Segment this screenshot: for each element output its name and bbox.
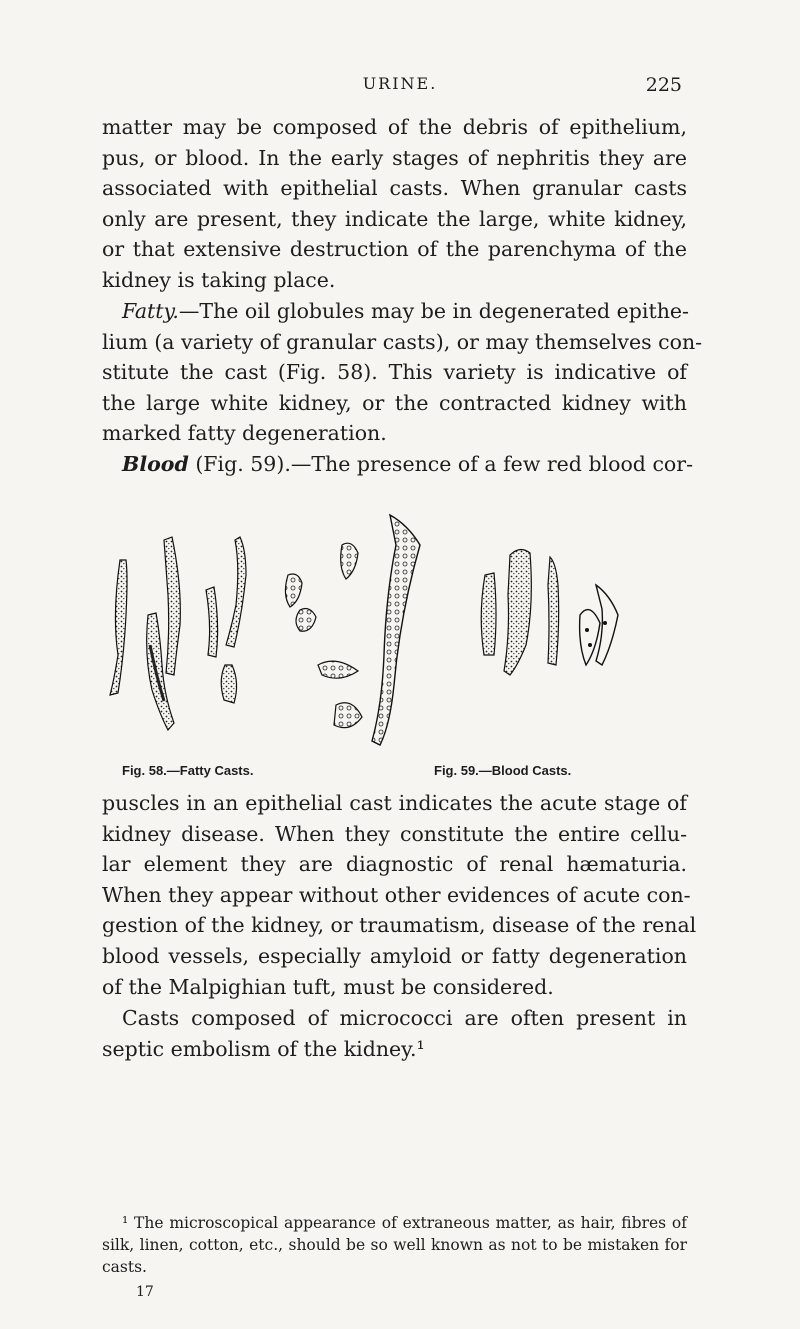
text-line: marked fatty degeneration. bbox=[102, 421, 387, 446]
text-line: Blood (Fig. 59).—The presence of a few red blood cor- bbox=[122, 452, 693, 476]
section-lead-blood: Blood bbox=[122, 452, 189, 476]
running-head: URINE. bbox=[362, 74, 438, 93]
fatty-cast-1 bbox=[110, 560, 127, 695]
text-line: septic embolism of the kidney.¹ bbox=[102, 1036, 425, 1061]
text-line: blood vessels, especially amyloid or fatty degeneration bbox=[102, 943, 687, 968]
text-line: pus, or blood. In the early stages of nephritis they are bbox=[102, 145, 687, 170]
page-number: 225 bbox=[645, 74, 682, 96]
text-line: When they appear without other evidences of acute con- bbox=[102, 882, 691, 907]
text-line: lar element they are diagnostic of renal hæmaturia. bbox=[102, 852, 687, 877]
text-line: lium (a variety of granular casts), or may themselves con- bbox=[102, 329, 703, 354]
paragraph-granular-casts bbox=[102, 112, 687, 296]
text-line: associated with epithelial casts. When granular casts bbox=[102, 176, 687, 201]
cast-illustrations bbox=[90, 505, 710, 760]
text-line: Fatty.—The oil globules may be in degenerated epithe- bbox=[122, 299, 689, 323]
blood-cast-3 bbox=[548, 557, 559, 665]
text-line: gestion of the kidney, or traumatism, disease of the renal bbox=[102, 913, 697, 938]
blood-cast-2 bbox=[504, 549, 531, 675]
fig59-caption: Fig. 59.—Blood Casts. bbox=[434, 763, 572, 778]
signature-mark: 17 bbox=[136, 1284, 154, 1300]
paragraph-blood-casts-start bbox=[102, 449, 693, 480]
text-line: kidney disease. When they constitute the entire cellu- bbox=[102, 821, 687, 846]
text-line: kidney is taking place. bbox=[102, 267, 336, 292]
fatty-cast-4 bbox=[206, 537, 246, 703]
paragraph-fatty-casts bbox=[102, 296, 703, 449]
blood-cast-1 bbox=[481, 573, 496, 655]
text-line: of the Malpighian tuft, must be considered. bbox=[102, 974, 554, 999]
blood-cast-4 bbox=[580, 585, 618, 665]
text-line: only are present, they indicate the large, white kidney, bbox=[102, 206, 687, 231]
footnote bbox=[102, 1212, 687, 1278]
text-line: the large white kidney, or the contracted kidney with bbox=[102, 390, 687, 415]
fig58-caption: Fig. 58.—Fatty Casts. bbox=[122, 763, 254, 778]
footnote-text: ¹ The microscopical appearance of extraneous matter, as hair, fibres of silk, linen, cotton, etc., should be so well known as not to be mistaken for casts. bbox=[102, 1214, 687, 1276]
text-line: Casts composed of micrococci are often present in bbox=[122, 1006, 687, 1030]
paragraph-blood-casts-cont bbox=[102, 788, 697, 1002]
paragraph-micrococci bbox=[102, 1003, 687, 1064]
text-line: stitute the cast (Fig. 58). This variety is indicative of bbox=[102, 360, 687, 385]
text-line: or that extensive destruction of the parenchyma of the bbox=[102, 237, 687, 262]
fatty-cast-5 bbox=[285, 515, 420, 745]
figure-plate bbox=[90, 505, 710, 778]
text-line: matter may be composed of the debris of epithelium, bbox=[102, 115, 687, 139]
fatty-cast-3 bbox=[164, 537, 180, 675]
page-header bbox=[0, 74, 800, 104]
text-line: puscles in an epithelial cast indicates the acute stage of bbox=[102, 791, 687, 815]
section-lead-fatty: Fatty. bbox=[122, 299, 179, 323]
